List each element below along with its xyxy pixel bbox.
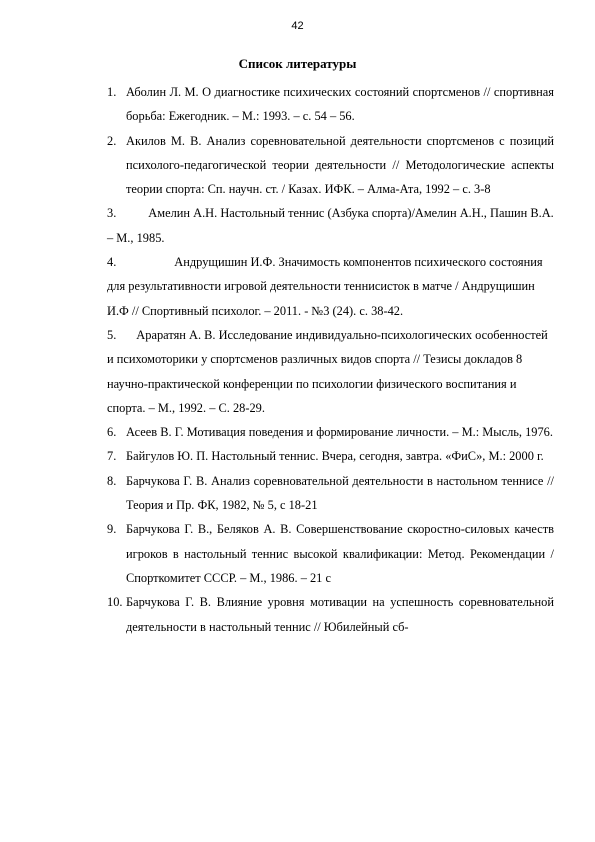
reference-item [107, 80, 554, 129]
reference-number: 7. [107, 449, 117, 464]
reference-item [107, 590, 554, 639]
reference-text: Андрущишин И.Ф. Значимость компонентов психического состояния для результативности игровой деятельности теннисисток в матче / Андрущишин И.Ф // Спортивный психолог. – 2011. - №3 (24). с. 38-42. [107, 255, 543, 318]
reference-text: Акилов М. В. Анализ соревновательной деятельности спортсменов с позиций психолого-педагогической теории деятельности // Методологические аспекты теории спорта: Сп. научн. ст. / Казах. ИФК. – Алма-Ата, 1992 – с. 3-8 [126, 133, 554, 197]
reference-item [107, 517, 554, 590]
reference-number: 3. [107, 206, 117, 221]
reference-item [107, 420, 554, 444]
reference-text: Асеев В. Г. Мотивация поведения и формирование личности. – М.: Мысль, 1976. [126, 425, 553, 440]
reference-text: Амелин А.Н. Настольный теннис (Азбука спорта)/Амелин А.Н., Пашин В.А. – М., 1985. [107, 206, 554, 245]
reference-text: Барчукова Г. В. Анализ соревновательной деятельности в настольном теннисе // Теория и Пр. ФК, 1982, № 5, с 18-21 [126, 473, 554, 513]
reference-number: 8. [107, 473, 117, 488]
reference-number: 9. [107, 522, 117, 537]
reference-number: 5. [107, 327, 117, 342]
reference-list [107, 80, 554, 639]
page-title: Список литературы [238, 56, 357, 71]
reference-item [107, 250, 554, 323]
reference-number: 1. [107, 85, 117, 99]
reference-text: Байгулов Ю. П. Настольный теннис. Вчера, сегодня, завтра. «ФиС», М.: 2000 г. [126, 449, 544, 464]
page-number: 42 [291, 20, 304, 32]
reference-number: 10. [107, 595, 123, 610]
reference-number: 4. [107, 255, 117, 270]
reference-item [107, 444, 554, 468]
reference-item [107, 201, 554, 250]
reference-number: 2. [107, 133, 117, 148]
reference-text: Барчукова Г. В. Влияние уровня мотивации на успешность соревновательной деятельности в настольный теннис // Юбилейный сб- [126, 595, 554, 634]
reference-text: Барчукова Г. В., Беляков А. В. Совершенствование скоростно-силовых качеств игроков в настольный теннис высокой квалификации: Метод. Рекомендации / Спорткомитет СССР. – М., 1986. – 21 с [126, 522, 554, 585]
reference-item [107, 129, 554, 202]
reference-text: Аболин Л. М. О диагностике психических состояний спортсменов // спортивная борьба: Ежегодник. – М.: 1993. – с. 54 – 56. [126, 85, 554, 124]
reference-number: 6. [107, 425, 117, 440]
reference-item [107, 469, 554, 518]
reference-text: Араратян А. В. Исследование индивидуально-психологических особенностей и психомоторики у спортсменов различных видов спорта // Тезисы докладов 8 научно-практической конференции по психологии физического воспитания и спорта. – М., 1992. – С. 28-29. [107, 327, 548, 415]
reference-item [107, 323, 554, 420]
